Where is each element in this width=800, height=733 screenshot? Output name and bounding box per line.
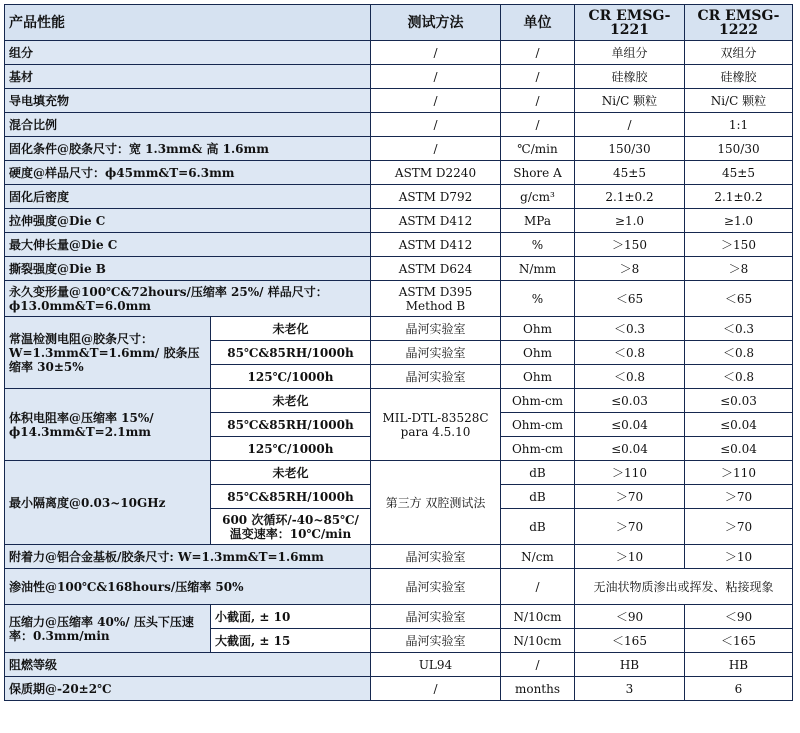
condition-label: 未老化 bbox=[211, 461, 371, 485]
property-label: 附着力@铝合金基板/胶条尺寸: W=1.3mm&T=1.6mm bbox=[5, 545, 371, 569]
property-label: 固化条件@胶条尺寸：宽 1.3mm& 高 1.6mm bbox=[5, 137, 371, 161]
unit: N/cm bbox=[501, 545, 575, 569]
header-method: 测试方法 bbox=[371, 5, 501, 41]
table-row bbox=[5, 41, 793, 65]
value-1222: 硅橡胶 bbox=[685, 65, 793, 89]
test-method: ASTM D412 bbox=[371, 233, 501, 257]
value-both: 无油状物质渗出或挥发、粘接现象 bbox=[575, 569, 793, 605]
table-row bbox=[5, 233, 793, 257]
table-row bbox=[5, 281, 793, 317]
value-1221: 45±5 bbox=[575, 161, 685, 185]
table-row bbox=[5, 461, 793, 485]
property-label: 最大伸长量@Die C bbox=[5, 233, 371, 257]
table-row bbox=[5, 389, 793, 413]
value-1221: ≤0.04 bbox=[575, 413, 685, 437]
test-method: ASTM D792 bbox=[371, 185, 501, 209]
unit: Ohm bbox=[501, 365, 575, 389]
unit: months bbox=[501, 677, 575, 701]
test-method: 晶河实验室 bbox=[371, 629, 501, 653]
test-method: / bbox=[371, 113, 501, 137]
value-1221: ＞10 bbox=[575, 545, 685, 569]
value-1221: 2.1±0.2 bbox=[575, 185, 685, 209]
condition-label: 125℃/1000h bbox=[211, 365, 371, 389]
value-1222: 1:1 bbox=[685, 113, 793, 137]
test-method: / bbox=[371, 677, 501, 701]
value-1221: ＜0.8 bbox=[575, 341, 685, 365]
table-row bbox=[5, 161, 793, 185]
value-1222: ＜0.8 bbox=[685, 365, 793, 389]
value-1221: Ni/C 颗粒 bbox=[575, 89, 685, 113]
property-label: 体积电阻率@压缩率 15%/ ϕ14.3mm&T=2.1mm bbox=[5, 389, 211, 461]
condition-label: 未老化 bbox=[211, 389, 371, 413]
property-label: 渗油性@100℃&168hours/压缩率 50% bbox=[5, 569, 371, 605]
value-1222: 45±5 bbox=[685, 161, 793, 185]
table-row bbox=[5, 209, 793, 233]
table-row bbox=[5, 137, 793, 161]
value-1221: / bbox=[575, 113, 685, 137]
header-product-1222: CR EMSG-1222 bbox=[685, 5, 793, 41]
value-1221: ＞70 bbox=[575, 485, 685, 509]
value-1222: ＞110 bbox=[685, 461, 793, 485]
value-1222: ＞8 bbox=[685, 257, 793, 281]
value-1221: 硅橡胶 bbox=[575, 65, 685, 89]
test-method: / bbox=[371, 137, 501, 161]
table-row bbox=[5, 569, 793, 605]
test-method: 第三方 双腔测试法 bbox=[371, 461, 501, 545]
unit: dB bbox=[501, 461, 575, 485]
unit: / bbox=[501, 89, 575, 113]
property-label: 硬度@样品尺寸：ϕ45mm&T=6.3mm bbox=[5, 161, 371, 185]
table-row bbox=[5, 317, 793, 341]
test-method: / bbox=[371, 65, 501, 89]
test-method: ASTM D624 bbox=[371, 257, 501, 281]
table-row bbox=[5, 89, 793, 113]
value-1222: ≤0.04 bbox=[685, 413, 793, 437]
value-1221: ＞8 bbox=[575, 257, 685, 281]
unit: / bbox=[501, 113, 575, 137]
value-1221: 3 bbox=[575, 677, 685, 701]
table-row bbox=[5, 257, 793, 281]
test-method: ASTM D395 Method B bbox=[371, 281, 501, 317]
table-row bbox=[5, 653, 793, 677]
header-property: 产品性能 bbox=[5, 5, 371, 41]
value-1221: ＜65 bbox=[575, 281, 685, 317]
table-row bbox=[5, 677, 793, 701]
value-1221: ＜165 bbox=[575, 629, 685, 653]
test-method: ASTM D412 bbox=[371, 209, 501, 233]
header-row bbox=[5, 5, 793, 41]
condition-label: 85℃&85RH/1000h bbox=[211, 485, 371, 509]
value-1222: ≤0.03 bbox=[685, 389, 793, 413]
property-label: 导电填充物 bbox=[5, 89, 371, 113]
value-1221: ≤0.03 bbox=[575, 389, 685, 413]
header-product-1221: CR EMSG-1221 bbox=[575, 5, 685, 41]
table-row bbox=[5, 113, 793, 137]
property-label: 撕裂强度@Die B bbox=[5, 257, 371, 281]
value-1221: ＜90 bbox=[575, 605, 685, 629]
unit: Ohm bbox=[501, 341, 575, 365]
condition-label: 85℃&85RH/1000h bbox=[211, 341, 371, 365]
unit: / bbox=[501, 41, 575, 65]
unit: dB bbox=[501, 509, 575, 545]
property-label: 基材 bbox=[5, 65, 371, 89]
value-1222: ＞70 bbox=[685, 509, 793, 545]
value-1221: ＞70 bbox=[575, 509, 685, 545]
value-1221: HB bbox=[575, 653, 685, 677]
unit: N/10cm bbox=[501, 605, 575, 629]
value-1221: ＜0.8 bbox=[575, 365, 685, 389]
unit: MPa bbox=[501, 209, 575, 233]
test-method: MIL-DTL-83528C para 4.5.10 bbox=[371, 389, 501, 461]
property-label: 拉伸强度@Die C bbox=[5, 209, 371, 233]
condition-label: 小截面, ± 10 bbox=[211, 605, 371, 629]
test-method: 晶河实验室 bbox=[371, 365, 501, 389]
unit: % bbox=[501, 233, 575, 257]
condition-label: 600 次循环/-40~85℃/ 温变速率：10℃/min bbox=[211, 509, 371, 545]
unit: % bbox=[501, 281, 575, 317]
property-label: 常温检测电阻@胶条尺寸： W=1.3mm&T=1.6mm/ 胶条压缩率 30±5% bbox=[5, 317, 211, 389]
header-unit: 单位 bbox=[501, 5, 575, 41]
value-1222: HB bbox=[685, 653, 793, 677]
property-label: 阻燃等级 bbox=[5, 653, 371, 677]
test-method: 晶河实验室 bbox=[371, 317, 501, 341]
value-1221: ≥1.0 bbox=[575, 209, 685, 233]
value-1222: 6 bbox=[685, 677, 793, 701]
value-1222: ＞10 bbox=[685, 545, 793, 569]
value-1222: ＜0.3 bbox=[685, 317, 793, 341]
value-1222: ≤0.04 bbox=[685, 437, 793, 461]
unit: Ohm-cm bbox=[501, 389, 575, 413]
unit: / bbox=[501, 653, 575, 677]
value-1221: ＞110 bbox=[575, 461, 685, 485]
test-method: ASTM D2240 bbox=[371, 161, 501, 185]
unit: N/10cm bbox=[501, 629, 575, 653]
unit: / bbox=[501, 569, 575, 605]
value-1222: ＜0.8 bbox=[685, 341, 793, 365]
test-method: / bbox=[371, 89, 501, 113]
value-1222: 双组分 bbox=[685, 41, 793, 65]
unit: Ohm bbox=[501, 317, 575, 341]
value-1222: ≥1.0 bbox=[685, 209, 793, 233]
test-method: / bbox=[371, 41, 501, 65]
condition-label: 85℃&85RH/1000h bbox=[211, 413, 371, 437]
unit: Shore A bbox=[501, 161, 575, 185]
test-method: 晶河实验室 bbox=[371, 605, 501, 629]
property-label: 最小隔离度@0.03~10GHz bbox=[5, 461, 211, 545]
product-spec-table bbox=[4, 4, 793, 701]
unit: Ohm-cm bbox=[501, 437, 575, 461]
property-label: 保质期@-20±2℃ bbox=[5, 677, 371, 701]
unit: Ohm-cm bbox=[501, 413, 575, 437]
property-label: 混合比例 bbox=[5, 113, 371, 137]
unit: N/mm bbox=[501, 257, 575, 281]
unit: g/cm³ bbox=[501, 185, 575, 209]
condition-label: 125℃/1000h bbox=[211, 437, 371, 461]
value-1222: Ni/C 颗粒 bbox=[685, 89, 793, 113]
value-1221: ＜0.3 bbox=[575, 317, 685, 341]
unit: / bbox=[501, 65, 575, 89]
test-method: 晶河实验室 bbox=[371, 545, 501, 569]
table-row bbox=[5, 185, 793, 209]
test-method: 晶河实验室 bbox=[371, 341, 501, 365]
value-1221: ＞150 bbox=[575, 233, 685, 257]
value-1222: 150/30 bbox=[685, 137, 793, 161]
test-method: UL94 bbox=[371, 653, 501, 677]
table-row bbox=[5, 65, 793, 89]
unit: ℃/min bbox=[501, 137, 575, 161]
property-label: 压缩力@压缩率 40%/ 压头下压速率：0.3mm/min bbox=[5, 605, 211, 653]
value-1222: 2.1±0.2 bbox=[685, 185, 793, 209]
test-method: 晶河实验室 bbox=[371, 569, 501, 605]
property-label: 永久变形量@100℃&72hours/压缩率 25%/ 样品尺寸：ϕ13.0mm&T=6.0mm bbox=[5, 281, 371, 317]
value-1221: 单组分 bbox=[575, 41, 685, 65]
value-1222: ＜90 bbox=[685, 605, 793, 629]
table-row bbox=[5, 605, 793, 629]
property-label: 固化后密度 bbox=[5, 185, 371, 209]
value-1222: ＞150 bbox=[685, 233, 793, 257]
unit: dB bbox=[501, 485, 575, 509]
condition-label: 未老化 bbox=[211, 317, 371, 341]
value-1222: ＜65 bbox=[685, 281, 793, 317]
value-1221: 150/30 bbox=[575, 137, 685, 161]
value-1222: ＜165 bbox=[685, 629, 793, 653]
spec-table-container bbox=[4, 4, 793, 701]
table-row bbox=[5, 545, 793, 569]
condition-label: 大截面, ± 15 bbox=[211, 629, 371, 653]
property-label: 组分 bbox=[5, 41, 371, 65]
value-1222: ＞70 bbox=[685, 485, 793, 509]
value-1221: ≤0.04 bbox=[575, 437, 685, 461]
